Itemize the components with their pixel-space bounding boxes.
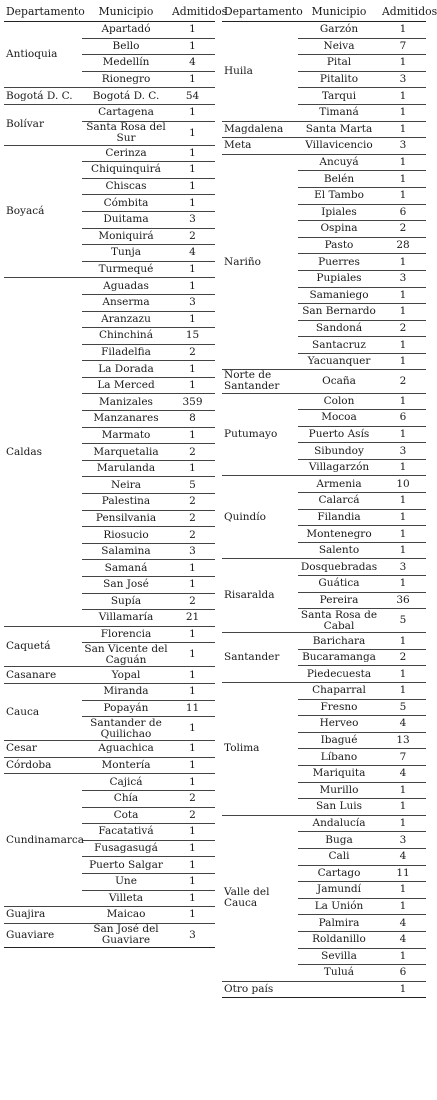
municipio-cell: Palestina: [82, 494, 170, 511]
municipio-cell: Puerres: [298, 254, 380, 271]
admitidos-cell: 2: [170, 510, 215, 527]
table-row: [4, 667, 215, 684]
municipio-cell: Chaparral: [298, 683, 380, 700]
departamento-cell: Cauca: [4, 683, 82, 740]
municipio-cell: Medellín: [82, 55, 170, 72]
departamento-cell: Caquetá: [4, 626, 82, 667]
admitidos-cell: 54: [170, 88, 215, 105]
municipio-cell: Chiscas: [82, 178, 170, 195]
municipio-cell: Sevilla: [298, 948, 380, 965]
admitidos-cell: 1: [380, 254, 426, 271]
municipio-cell: Pereira: [298, 592, 380, 609]
municipio-cell: Cartago: [298, 865, 380, 882]
municipio-cell: Yopal: [82, 667, 170, 684]
municipio-cell: Dosquebradas: [298, 559, 380, 576]
table-header-row: [4, 3, 215, 22]
departamento-cell: Valle del Cauca: [222, 815, 298, 981]
admitidos-cell: 1: [380, 287, 426, 304]
admitidos-cell: 2: [170, 444, 215, 461]
table-row: [222, 476, 426, 493]
table-row: [222, 633, 426, 650]
admitidos-cell: 1: [170, 890, 215, 907]
admitidos-cell: 1: [380, 509, 426, 526]
departamento-cell: Putumayo: [222, 393, 298, 476]
admitidos-cell: 5: [170, 477, 215, 494]
admitidos-cell: 1: [170, 22, 215, 39]
admitidos-cell: 2: [380, 649, 426, 666]
admitidos-cell: 11: [170, 700, 215, 717]
municipio-cell: Marulanda: [82, 460, 170, 477]
municipio-cell: Ocaña: [298, 370, 380, 393]
municipio-cell: Santa Marta: [298, 121, 380, 138]
table-row: [4, 774, 215, 791]
admitidos-cell: 1: [170, 873, 215, 890]
municipio-cell: Florencia: [82, 626, 170, 643]
municipio-cell: Manzanares: [82, 411, 170, 428]
table-row: [4, 104, 215, 121]
departamento-cell: Meta: [222, 138, 298, 155]
departamento-cell: Córdoba: [4, 757, 82, 774]
admitidos-cell: 1: [170, 840, 215, 857]
municipio-cell: Villeta: [82, 890, 170, 907]
admitidos-cell: 3: [380, 443, 426, 460]
table-row: [4, 923, 215, 947]
admitidos-cell: 1: [170, 741, 215, 758]
admitidos-cell: 3: [170, 211, 215, 228]
admitidos-cell: 1: [380, 393, 426, 410]
municipio-cell: Bucaramanga: [298, 649, 380, 666]
municipio-cell: Pasto: [298, 237, 380, 254]
table-row: [4, 278, 215, 295]
departamento-cell: Caldas: [4, 278, 82, 626]
admitidos-cell: 1: [170, 857, 215, 874]
municipio-cell: Yacuanquer: [298, 353, 380, 370]
admitidos-cell: 1: [170, 774, 215, 791]
municipio-cell: Aguadas: [82, 278, 170, 295]
municipio-cell: Sandoná: [298, 320, 380, 337]
municipio-cell: Murillo: [298, 782, 380, 799]
admitidos-cell: 1: [380, 898, 426, 915]
admitidos-cell: 1: [170, 311, 215, 328]
admitidos-cell: 4: [380, 915, 426, 932]
departamento-cell: Quindío: [222, 476, 298, 559]
admitidos-cell: 8: [170, 411, 215, 428]
admitidos-cell: 2: [170, 494, 215, 511]
departamento-cell: Guajira: [4, 907, 82, 924]
admitidos-cell: 1: [380, 337, 426, 354]
municipio-cell: Timaná: [298, 104, 380, 121]
admitidos-cell: 4: [170, 55, 215, 72]
municipio-cell: Marquetalia: [82, 444, 170, 461]
admitidos-cell: 2: [380, 370, 426, 393]
admitidos-cell: 1: [380, 782, 426, 799]
admitidos-cell: 1: [380, 633, 426, 650]
municipio-cell: Une: [82, 873, 170, 890]
admitidos-cell: 1: [380, 666, 426, 683]
municipio-cell: Roldanillo: [298, 931, 380, 948]
admitidos-cell: 1: [380, 154, 426, 171]
table-row: [222, 22, 426, 39]
municipio-cell: Jamundí: [298, 882, 380, 899]
municipio-cell: Ospina: [298, 221, 380, 238]
admitidos-cell: 1: [380, 459, 426, 476]
admitidos-cell: 2: [380, 320, 426, 337]
municipio-cell: Supía: [82, 593, 170, 610]
municipio-cell: Anserma: [82, 294, 170, 311]
admitidos-cell: 1: [380, 187, 426, 204]
admitidos-cell: 1: [170, 278, 215, 295]
municipio-cell: Piedecuesta: [298, 666, 380, 683]
municipio-cell: Chinchiná: [82, 328, 170, 345]
admitidos-cell: 1: [170, 460, 215, 477]
municipio-cell: Villamaría: [82, 610, 170, 627]
municipio-cell: Ibagué: [298, 732, 380, 749]
municipio-cell: Tunja: [82, 245, 170, 262]
admitidos-cell: 1: [170, 377, 215, 394]
admitidos-cell: 5: [380, 609, 426, 633]
header-municipio: Municipio: [82, 3, 170, 22]
admitidos-cell: 1: [380, 799, 426, 816]
departamento-cell: Cundinamarca: [4, 774, 82, 907]
municipio-cell: Bogotá D. C.: [82, 88, 170, 105]
municipio-cell: Líbano: [298, 749, 380, 766]
table-row: [4, 145, 215, 162]
departamento-cell: Huila: [222, 22, 298, 122]
municipio-cell: Neiva: [298, 38, 380, 55]
admitidos-cell: 13: [380, 732, 426, 749]
municipio-cell: Buga: [298, 832, 380, 849]
admitidos-cell: 1: [170, 195, 215, 212]
admitidos-cell: 1: [380, 683, 426, 700]
admitidos-cell: 1: [380, 576, 426, 593]
municipio-cell: Tuluá: [298, 965, 380, 982]
admitidos-cell: 2: [170, 344, 215, 361]
municipio-cell: Palmira: [298, 915, 380, 932]
municipio-cell: Cómbita: [82, 195, 170, 212]
municipio-cell: Cartagena: [82, 104, 170, 121]
table-row: [4, 88, 215, 105]
admitidos-cell: 4: [380, 931, 426, 948]
admitidos-cell: 7: [380, 38, 426, 55]
admitidos-cell: 2: [170, 593, 215, 610]
departamento-cell: Magdalena: [222, 121, 298, 138]
table-row: [222, 370, 426, 393]
admitidos-cell: 1: [170, 71, 215, 88]
admitidos-cell: 3: [380, 832, 426, 849]
admitidos-cell: 1: [380, 426, 426, 443]
admitidos-cell: 1: [380, 815, 426, 832]
admitidos-cell: 3: [170, 294, 215, 311]
municipio-cell: Calarcá: [298, 493, 380, 510]
admitidos-cell: 1: [170, 667, 215, 684]
admitidos-cell: 2: [170, 228, 215, 245]
municipio-cell: Salamina: [82, 543, 170, 560]
admitidos-cell: 6: [380, 204, 426, 221]
header-municipio: Municipio: [298, 3, 380, 22]
table-row: [4, 907, 215, 924]
admitidos-cell: 3: [170, 543, 215, 560]
admitidos-cell: 1: [170, 643, 215, 667]
admitidos-cell: 1: [380, 882, 426, 899]
municipio-cell: Marmato: [82, 427, 170, 444]
municipio-cell: La Merced: [82, 377, 170, 394]
admitidos-cell: 3: [380, 559, 426, 576]
municipio-cell: Filadelfia: [82, 344, 170, 361]
admitidos-cell: 1: [170, 560, 215, 577]
municipio-cell: Facatativá: [82, 824, 170, 841]
municipio-cell: Ipiales: [298, 204, 380, 221]
admissions-table-right: [222, 3, 437, 998]
admitidos-cell: 1: [380, 542, 426, 559]
table-row: [4, 626, 215, 643]
header-admitidos: Admitidos: [170, 3, 215, 22]
table-row: [222, 981, 426, 998]
header-departamento: Departamento: [4, 3, 82, 22]
admitidos-cell: 1: [380, 121, 426, 138]
admitidos-cell: 1: [170, 145, 215, 162]
municipio-cell: San José del Guaviare: [82, 923, 170, 947]
admitidos-cell: 1: [170, 683, 215, 700]
municipio-cell: San Bernardo: [298, 304, 380, 321]
municipio-cell: Puerto Asís: [298, 426, 380, 443]
municipio-cell: Cota: [82, 807, 170, 824]
admitidos-cell: 1: [380, 981, 426, 998]
admitidos-cell: 1: [170, 38, 215, 55]
municipio-cell: Guática: [298, 576, 380, 593]
table-row: [222, 559, 426, 576]
municipio-cell: Pitalito: [298, 71, 380, 88]
municipio-cell: Filandia: [298, 509, 380, 526]
admitidos-cell: 4: [170, 245, 215, 262]
departamento-cell: Bogotá D. C.: [4, 88, 82, 105]
municipio-cell: Samaná: [82, 560, 170, 577]
municipio-cell: Fresno: [298, 699, 380, 716]
departamento-cell: Guaviare: [4, 923, 82, 947]
admitidos-cell: 7: [380, 749, 426, 766]
municipio-cell: Neira: [82, 477, 170, 494]
admitidos-cell: 1: [380, 55, 426, 72]
municipio-cell: Colon: [298, 393, 380, 410]
admitidos-cell: 1: [380, 171, 426, 188]
municipio-cell: Santacruz: [298, 337, 380, 354]
municipio-cell: Apartadó: [82, 22, 170, 39]
municipio-cell: Herveo: [298, 716, 380, 733]
admitidos-cell: 5: [380, 699, 426, 716]
municipio-cell: Mariquita: [298, 765, 380, 782]
admitidos-cell: 6: [380, 965, 426, 982]
table-header-row: [222, 3, 426, 22]
municipio-cell: Villavicencio: [298, 138, 380, 155]
admitidos-cell: 1: [380, 88, 426, 105]
admitidos-cell: 1: [170, 626, 215, 643]
municipio-cell: La Dorada: [82, 361, 170, 378]
municipio-cell: Pensilvania: [82, 510, 170, 527]
departamento-cell: Tolima: [222, 683, 298, 816]
admitidos-cell: 6: [380, 410, 426, 427]
table-row: [4, 683, 215, 700]
table-row: [222, 154, 426, 171]
municipio-cell: Duitama: [82, 211, 170, 228]
admitidos-cell: 1: [380, 493, 426, 510]
admitidos-cell: 36: [380, 592, 426, 609]
header-admitidos: Admitidos: [380, 3, 426, 22]
admitidos-cell: 1: [170, 427, 215, 444]
municipio-cell: Cajicá: [82, 774, 170, 791]
admitidos-cell: 1: [170, 178, 215, 195]
departamento-cell: Bolívar: [4, 104, 82, 145]
table-row: [4, 22, 215, 39]
admitidos-cell: 10: [380, 476, 426, 493]
admitidos-cell: 4: [380, 765, 426, 782]
municipio-cell: Garzón: [298, 22, 380, 39]
table-row: [4, 741, 215, 758]
departamento-cell: Nariño: [222, 154, 298, 370]
departamento-cell: Risaralda: [222, 559, 298, 633]
admitidos-cell: 1: [380, 948, 426, 965]
admitidos-cell: 1: [170, 121, 215, 145]
municipio-cell: Aguachica: [82, 741, 170, 758]
admitidos-cell: 28: [380, 237, 426, 254]
admitidos-cell: 1: [380, 22, 426, 39]
municipio-cell: Miranda: [82, 683, 170, 700]
municipio-cell: Montería: [82, 757, 170, 774]
admitidos-cell: 21: [170, 610, 215, 627]
municipio-cell: Turmequé: [82, 261, 170, 278]
admitidos-cell: 1: [170, 757, 215, 774]
municipio-cell: Armenia: [298, 476, 380, 493]
municipio-cell: Rionegro: [82, 71, 170, 88]
table-row: [222, 138, 426, 155]
admitidos-cell: 1: [170, 261, 215, 278]
departamento-cell: Otro país: [222, 981, 298, 998]
admitidos-cell: 3: [380, 270, 426, 287]
municipio-cell: Fusagasugá: [82, 840, 170, 857]
municipio-cell: San Luis: [298, 799, 380, 816]
municipio-cell: Puerto Salgar: [82, 857, 170, 874]
admitidos-cell: 1: [170, 907, 215, 924]
municipio-cell: Pital: [298, 55, 380, 72]
municipio-cell: Santa Rosa del Sur: [82, 121, 170, 145]
municipio-cell: Barichara: [298, 633, 380, 650]
admitidos-cell: 1: [170, 104, 215, 121]
admitidos-cell: 2: [170, 527, 215, 544]
municipio-cell: Andalucía: [298, 815, 380, 832]
municipio-cell: Cerinza: [82, 145, 170, 162]
table-row: [222, 393, 426, 410]
admitidos-cell: 3: [170, 923, 215, 947]
table-row: [222, 815, 426, 832]
admitidos-cell: 1: [380, 353, 426, 370]
municipio-cell: Tarqui: [298, 88, 380, 105]
admitidos-cell: 2: [380, 221, 426, 238]
departamento-cell: Antioquia: [4, 22, 82, 88]
header-departamento: Departamento: [222, 3, 298, 22]
municipio-cell: Santander de Quilichao: [82, 717, 170, 741]
municipio-cell: Pupiales: [298, 270, 380, 287]
municipio-cell: Moniquirá: [82, 228, 170, 245]
municipio-cell: Mocoa: [298, 410, 380, 427]
municipio-cell: Chía: [82, 790, 170, 807]
admitidos-cell: 3: [380, 71, 426, 88]
table-row: [4, 757, 215, 774]
municipio-cell: La Unión: [298, 898, 380, 915]
departamento-cell: Cesar: [4, 741, 82, 758]
admitidos-cell: 11: [380, 865, 426, 882]
municipio-cell: Cali: [298, 848, 380, 865]
departamento-cell: Casanare: [4, 667, 82, 684]
admitidos-cell: 1: [170, 361, 215, 378]
admitidos-cell: 1: [380, 526, 426, 543]
admitidos-cell: 2: [170, 790, 215, 807]
admitidos-cell: 1: [170, 577, 215, 594]
table-row: [222, 121, 426, 138]
municipio-cell: Salento: [298, 542, 380, 559]
municipio-cell: [298, 981, 380, 998]
admitidos-cell: 4: [380, 848, 426, 865]
departamento-cell: Norte de Santander: [222, 370, 298, 393]
municipio-cell: San Vicente del Caguán: [82, 643, 170, 667]
municipio-cell: Riosucio: [82, 527, 170, 544]
admitidos-cell: 1: [380, 104, 426, 121]
admitidos-cell: 3: [380, 138, 426, 155]
admissions-table-left: [4, 3, 228, 948]
municipio-cell: Maicao: [82, 907, 170, 924]
admitidos-cell: 4: [380, 716, 426, 733]
admitidos-cell: 1: [170, 824, 215, 841]
municipio-cell: El Tambo: [298, 187, 380, 204]
admitidos-cell: 359: [170, 394, 215, 411]
admitidos-cell: 15: [170, 328, 215, 345]
municipio-cell: Aranzazu: [82, 311, 170, 328]
admitidos-cell: 1: [170, 162, 215, 179]
admitidos-cell: 2: [170, 807, 215, 824]
municipio-cell: Manizales: [82, 394, 170, 411]
admitidos-cell: 1: [380, 304, 426, 321]
municipio-cell: Popayán: [82, 700, 170, 717]
admitidos-cell: 1: [170, 717, 215, 741]
municipio-cell: Bello: [82, 38, 170, 55]
table-row: [222, 683, 426, 700]
departamento-cell: Santander: [222, 633, 298, 683]
municipio-cell: Villagarzón: [298, 459, 380, 476]
departamento-cell: Boyacá: [4, 145, 82, 278]
municipio-cell: Montenegro: [298, 526, 380, 543]
municipio-cell: Samaniego: [298, 287, 380, 304]
municipio-cell: Belén: [298, 171, 380, 188]
municipio-cell: Santa Rosa de Cabal: [298, 609, 380, 633]
municipio-cell: Ancuyá: [298, 154, 380, 171]
municipio-cell: Sibundoy: [298, 443, 380, 460]
municipio-cell: Chiquinquirá: [82, 162, 170, 179]
municipio-cell: San José: [82, 577, 170, 594]
